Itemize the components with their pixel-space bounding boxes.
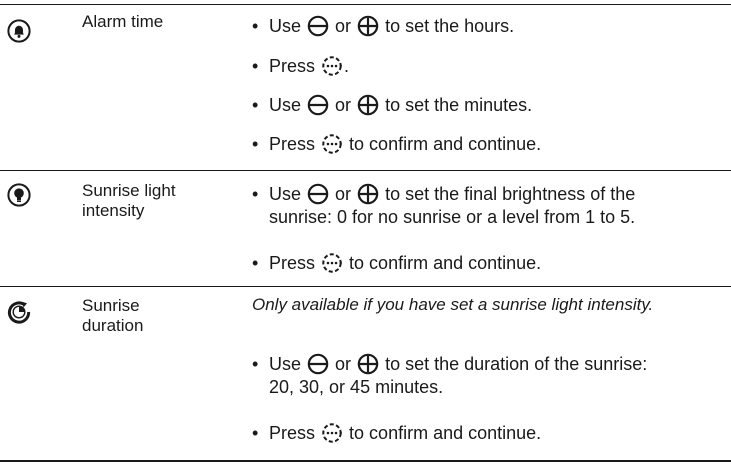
plus-button-icon [357, 94, 379, 116]
step-text: to set the duration of the sunrise: [385, 354, 648, 374]
minus-button-icon [307, 353, 329, 375]
bullet: • [252, 95, 259, 115]
step-text: sunrise: 0 for no sunrise or a level from 1 to 5. [269, 207, 636, 227]
minus-button-icon [307, 94, 329, 116]
bullet: • [252, 184, 259, 204]
bell-icon [7, 19, 31, 43]
bullet: • [252, 56, 259, 76]
step-text: to confirm and continue. [349, 423, 542, 443]
step-text: Press [269, 134, 316, 154]
step-text: 20, 30, or 45 minutes. [269, 377, 444, 397]
step-text: . [344, 56, 350, 76]
minus-button-icon [307, 183, 329, 205]
plus-button-icon [357, 183, 379, 205]
step-text: to set the minutes. [385, 95, 533, 115]
bullet: • [252, 253, 259, 273]
row-divider [0, 170, 731, 171]
step [252, 133, 722, 156]
step-text: Use [269, 184, 302, 204]
select-button-icon [321, 55, 343, 77]
lightbulb-icon [7, 183, 31, 207]
step-text: or [335, 95, 352, 115]
step-text: Use [269, 354, 302, 374]
bullet: • [252, 423, 259, 443]
row-label: Sunrise light intensity [82, 181, 176, 220]
step-text: to set the hours. [385, 16, 515, 36]
step-text: or [335, 184, 352, 204]
step-text: to set the final brightness of the [385, 184, 636, 204]
step-text: Use [269, 95, 302, 115]
row-label: Alarm time [82, 12, 164, 31]
row-divider [0, 286, 731, 287]
step-text: Use [269, 16, 302, 36]
plus-button-icon [357, 15, 379, 37]
step [252, 183, 722, 229]
bullet: • [252, 134, 259, 154]
step [252, 94, 722, 117]
step [252, 422, 722, 445]
select-button-icon [321, 133, 343, 155]
minus-button-icon [307, 15, 329, 37]
step-text: Press [269, 253, 316, 273]
step-text: Press [269, 423, 316, 443]
select-button-icon [321, 422, 343, 444]
bottom-rule [0, 460, 731, 462]
step-text: or [335, 354, 352, 374]
step [252, 55, 722, 78]
step [252, 15, 722, 38]
step-text: to confirm and continue. [349, 134, 542, 154]
step-text: or [335, 16, 352, 36]
plus-button-icon [357, 353, 379, 375]
row-label: Sunrise duration [82, 296, 144, 335]
top-rule [0, 4, 731, 5]
availability-note: Only available if you have set a sunrise light intensity. [252, 295, 654, 314]
select-button-icon [321, 252, 343, 274]
step-text: to confirm and continue. [349, 253, 542, 273]
sunrise-timer-icon [7, 300, 31, 324]
step-text: Press [269, 56, 316, 76]
bullet: • [252, 354, 259, 374]
step [252, 252, 722, 275]
bullet: • [252, 16, 259, 36]
step [252, 353, 722, 399]
